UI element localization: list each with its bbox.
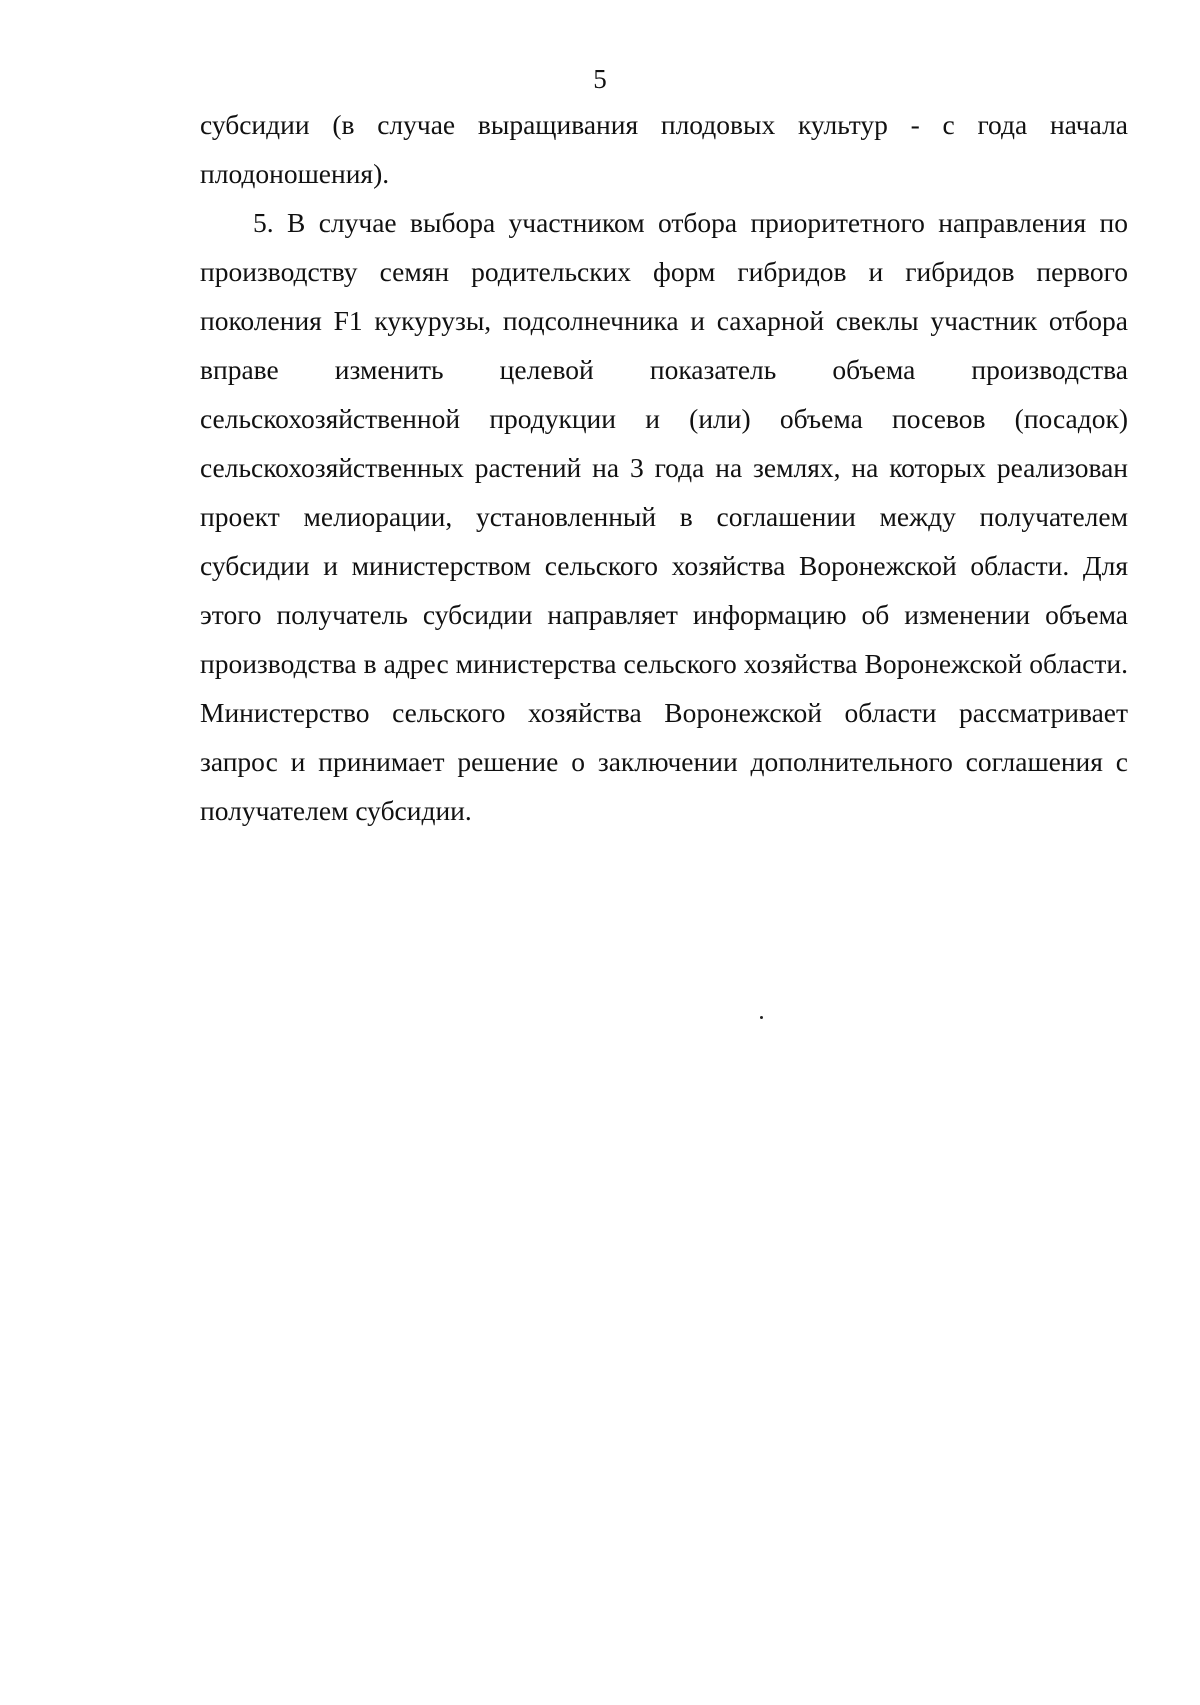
body-text — [200, 100, 1128, 835]
page-number: 5 — [593, 64, 607, 94]
scan-speck — [760, 1016, 763, 1019]
paragraph-item-5: 5. В случае выбора участником отбора приоритетного направления по производству семян родительских форм гибридов и гибридов первого поколения F1 кукурузы, подсолнечника и сахарной свеклы участник отбора вправе изменить целевой показатель объема производства сельскохозяйственной продукции и (или) объема посевов (посадок) сельскохозяйственных растений на 3 года на землях, на которых реализован проект мелиорации, установленный в соглашении между получателем субсидии и министерством сельского хозяйства Воронежской области. Для этого получатель субсидии направляет информацию об изменении объема производства в адрес министерства сельского хозяйства Воронежской области. Министерство сельского хозяйства Воронежской области рассматривает запрос и принимает решение о заключении дополнительного соглашения с получателем субсидии. — [200, 207, 1128, 826]
paragraph-continuation: субсидии (в случае выращивания плодовых культур - с года начала плодоношения). — [200, 109, 1128, 189]
